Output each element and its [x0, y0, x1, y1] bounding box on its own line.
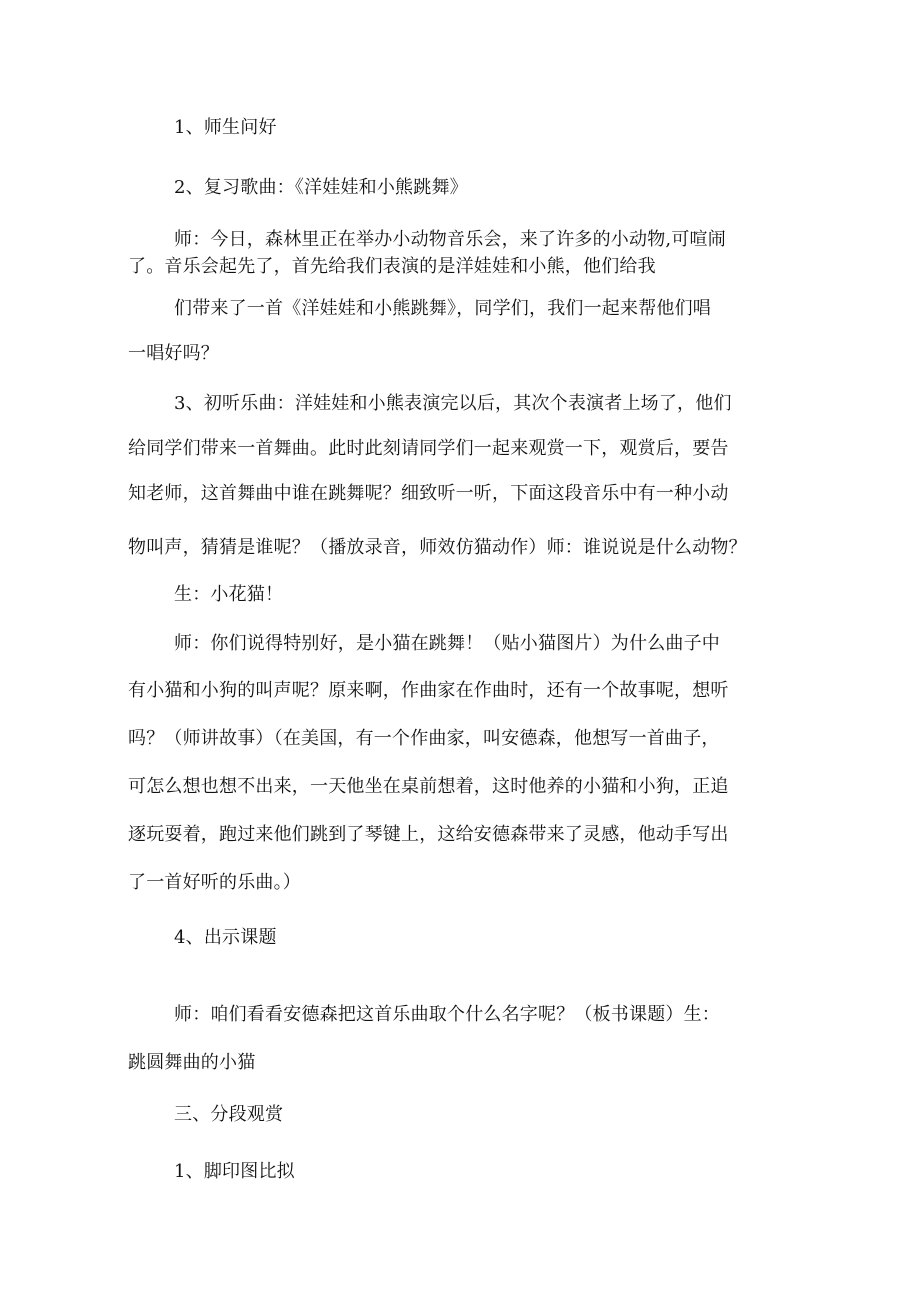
heading-first-listen: 3、初听乐曲：洋娃娃和小熊表演完以后，其次个表演者上场了，他们 — [174, 393, 732, 414]
paragraph-line: 了。音乐会起先了，首先给我们表演的是洋娃娃和小熊，他们给我 — [128, 256, 656, 277]
paragraph-line: 一唱好吗？ — [128, 343, 219, 364]
paragraph-line: 跳圆舞曲的小猫 — [128, 1052, 256, 1073]
heading-review-song: 2、复习歌曲：《洋娃娃和小熊跳舞》 — [174, 177, 468, 198]
paragraph-line: 了一首好听的乐曲。） — [128, 872, 301, 893]
paragraph-line: 逐玩耍着，跑过来他们跳到了琴键上，这给安德森带来了灵感，他动手写出 — [128, 824, 729, 845]
paragraph-line: 有小猫和小狗的叫声呢？原来啊，作曲家在作曲时，还有一个故事呢，想听 — [128, 680, 729, 701]
heading-greeting: 1、师生问好 — [174, 117, 277, 138]
paragraph-line: 们带来了一首《洋娃娃和小熊跳舞》，同学们，我们一起来帮他们唱 — [174, 298, 711, 319]
paragraph-line: 可怎么想也想不出来，一天他坐在桌前想着，这时他养的小猫和小狗，正追 — [128, 776, 729, 797]
paragraph-line: 知老师，这首舞曲中谁在跳舞呢？细致听一听，下面这段音乐中有一种小动 — [128, 483, 729, 504]
student-answer: 生：小花猫！ — [174, 584, 284, 605]
paragraph-line: 吗？（师讲故事）（在美国，有一个作曲家，叫安德森，他想写一首曲子， — [128, 728, 720, 749]
paragraph-line: 给同学们带来一首舞曲。此时此刻请同学们一起来观赏一下，观赏后，要告 — [128, 438, 729, 459]
heading-section-three: 三、分段观赏 — [174, 1104, 284, 1125]
paragraph-line: 师：今日，森林里正在举办小动物音乐会，来了许多的小动物,可喧闹 — [174, 229, 726, 250]
heading-show-topic: 4、出示课题 — [174, 927, 277, 948]
heading-footprint: 1、脚印图比拟 — [174, 1161, 295, 1182]
paragraph-line: 物叫声，猜猜是谁呢？（播放录音，师效仿猫动作）师：谁说说是什么动物？ — [128, 537, 747, 558]
paragraph-line: 师：咱们看看安德森把这首乐曲取个什么名字呢？（板书课题）生： — [174, 1004, 720, 1025]
paragraph-line: 师：你们说得特别好，是小猫在跳舞！（贴小猫图片）为什么曲子中 — [174, 633, 720, 654]
